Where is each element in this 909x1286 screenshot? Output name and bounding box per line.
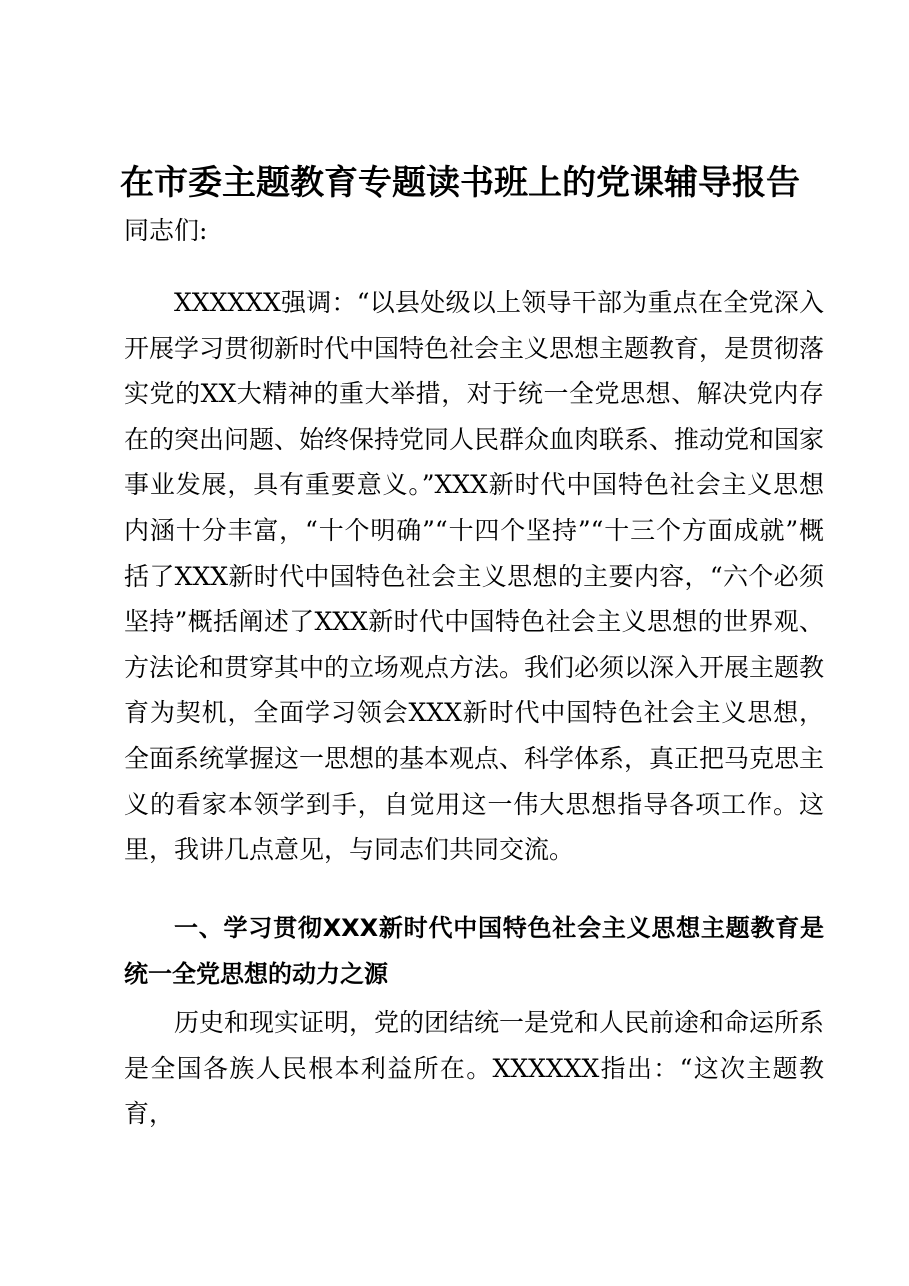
- body-paragraph: 历史和现实证明，党的团结统一是党和人民前途和命运所系是全国各族人民根本利益所在。XXXXXX指出：“这次主题教育，: [124, 1008, 825, 1129]
- document-title: 在市委主题教育专题读书班上的党课辅导报告: [120, 163, 800, 203]
- section-heading: 一、学习贯彻XXX新时代中国特色社会主义思想主题教育是统一全党思想的动力之源: [124, 914, 824, 988]
- body-paragraph: XXXXXX强调：“以县处级以上领导干部为重点在全党深入开展学习贯彻新时代中国特色社会主义思想主题教育，是贯彻落实党的XX大精神的重大举措，对于统一全党思想、解决党内存在的突出问题、始终保持党同人民群众血肉联系、推动党和国家事业发展，具有重要意义。”XXX新时代中国特色社会主义思想内涵十分丰富，“十个明确”“十四个坚持”“十三个方面成就”概括了XXX新时代中国特色社会主义思想的主要内容，“六个必须坚持”概括阐述了XXX新时代中国特色社会主义思想的世界观、方法论和贯穿其中的立场观点方法。我们必须以深入开展主题教育为契机，全面学习领会XXX新时代中国特色社会主义思想，全面系统掌握这一思想的基本观点、科学体系，真正把马克思主义的看家本领学到手，自觉用这一伟大思想指导各项工作。这里，我讲几点意见，与同志们共同交流。: [124, 288, 825, 865]
- salutation: 同志们:: [124, 216, 208, 245]
